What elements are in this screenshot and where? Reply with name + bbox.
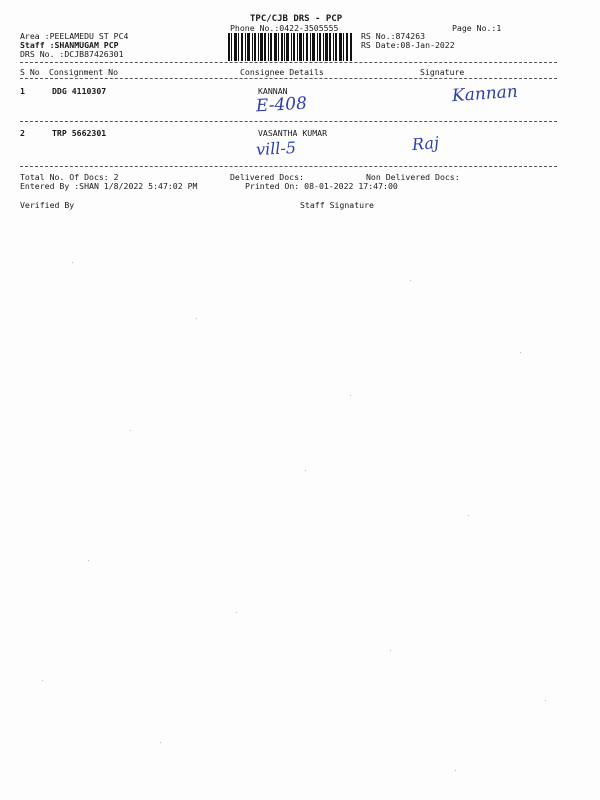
row-consignment-no: DDG 4110307 <box>52 86 107 96</box>
entered-by: Entered By :SHAN 1/8/2022 5:47:02 PM <box>20 181 198 191</box>
total-docs: Total No. Of Docs: 2 <box>20 172 119 182</box>
column-signature: Signature <box>420 67 465 77</box>
handwritten-note: E-408 <box>255 93 308 117</box>
phone-number: Phone No.:0422-3505555 <box>230 23 339 33</box>
staff-label: Staff :SHANMUGAM PCP <box>20 40 119 50</box>
table-bottom-divider <box>20 166 557 167</box>
column-consignment: Consignment No <box>49 67 119 77</box>
row-sno: 1 <box>20 86 25 96</box>
handwritten-signature: Kannan <box>451 81 519 107</box>
barcode-image <box>228 33 352 61</box>
column-consignee: Consignee Details <box>240 67 324 77</box>
row-divider <box>20 121 557 122</box>
delivered-docs: Delivered Docs: <box>230 172 304 182</box>
document-title: TPC/CJB DRS - PCP <box>250 14 343 24</box>
printed-on: Printed On: 08-01-2022 17:47:00 <box>245 181 398 191</box>
handwritten-note: vill-5 <box>255 137 297 160</box>
columns-divider <box>20 78 557 79</box>
header-divider <box>20 62 557 63</box>
rs-number: RS No.:874263 <box>361 31 426 41</box>
non-delivered-docs: Non Delivered Docs: <box>366 172 460 182</box>
column-sno: S No <box>20 67 40 77</box>
page-number: Page No.:1 <box>452 23 502 33</box>
staff-signature-label: Staff Signature <box>300 200 374 210</box>
row-consignee-name: KANNAN <box>258 86 288 96</box>
handwritten-signature: Raj <box>411 132 440 155</box>
area-label: Area :PEELAMEDU ST PC4 <box>20 31 129 41</box>
rs-date: RS Date:08-Jan-2022 <box>361 40 455 50</box>
drs-number: DRS No. :DCJB87426301 <box>20 49 124 59</box>
row-consignee-name: VASANTHA KUMAR <box>258 128 328 138</box>
row-sno: 2 <box>20 128 25 138</box>
row-consignment-no: TRP 5662301 <box>52 128 107 138</box>
verified-by-label: Verified By <box>20 200 75 210</box>
